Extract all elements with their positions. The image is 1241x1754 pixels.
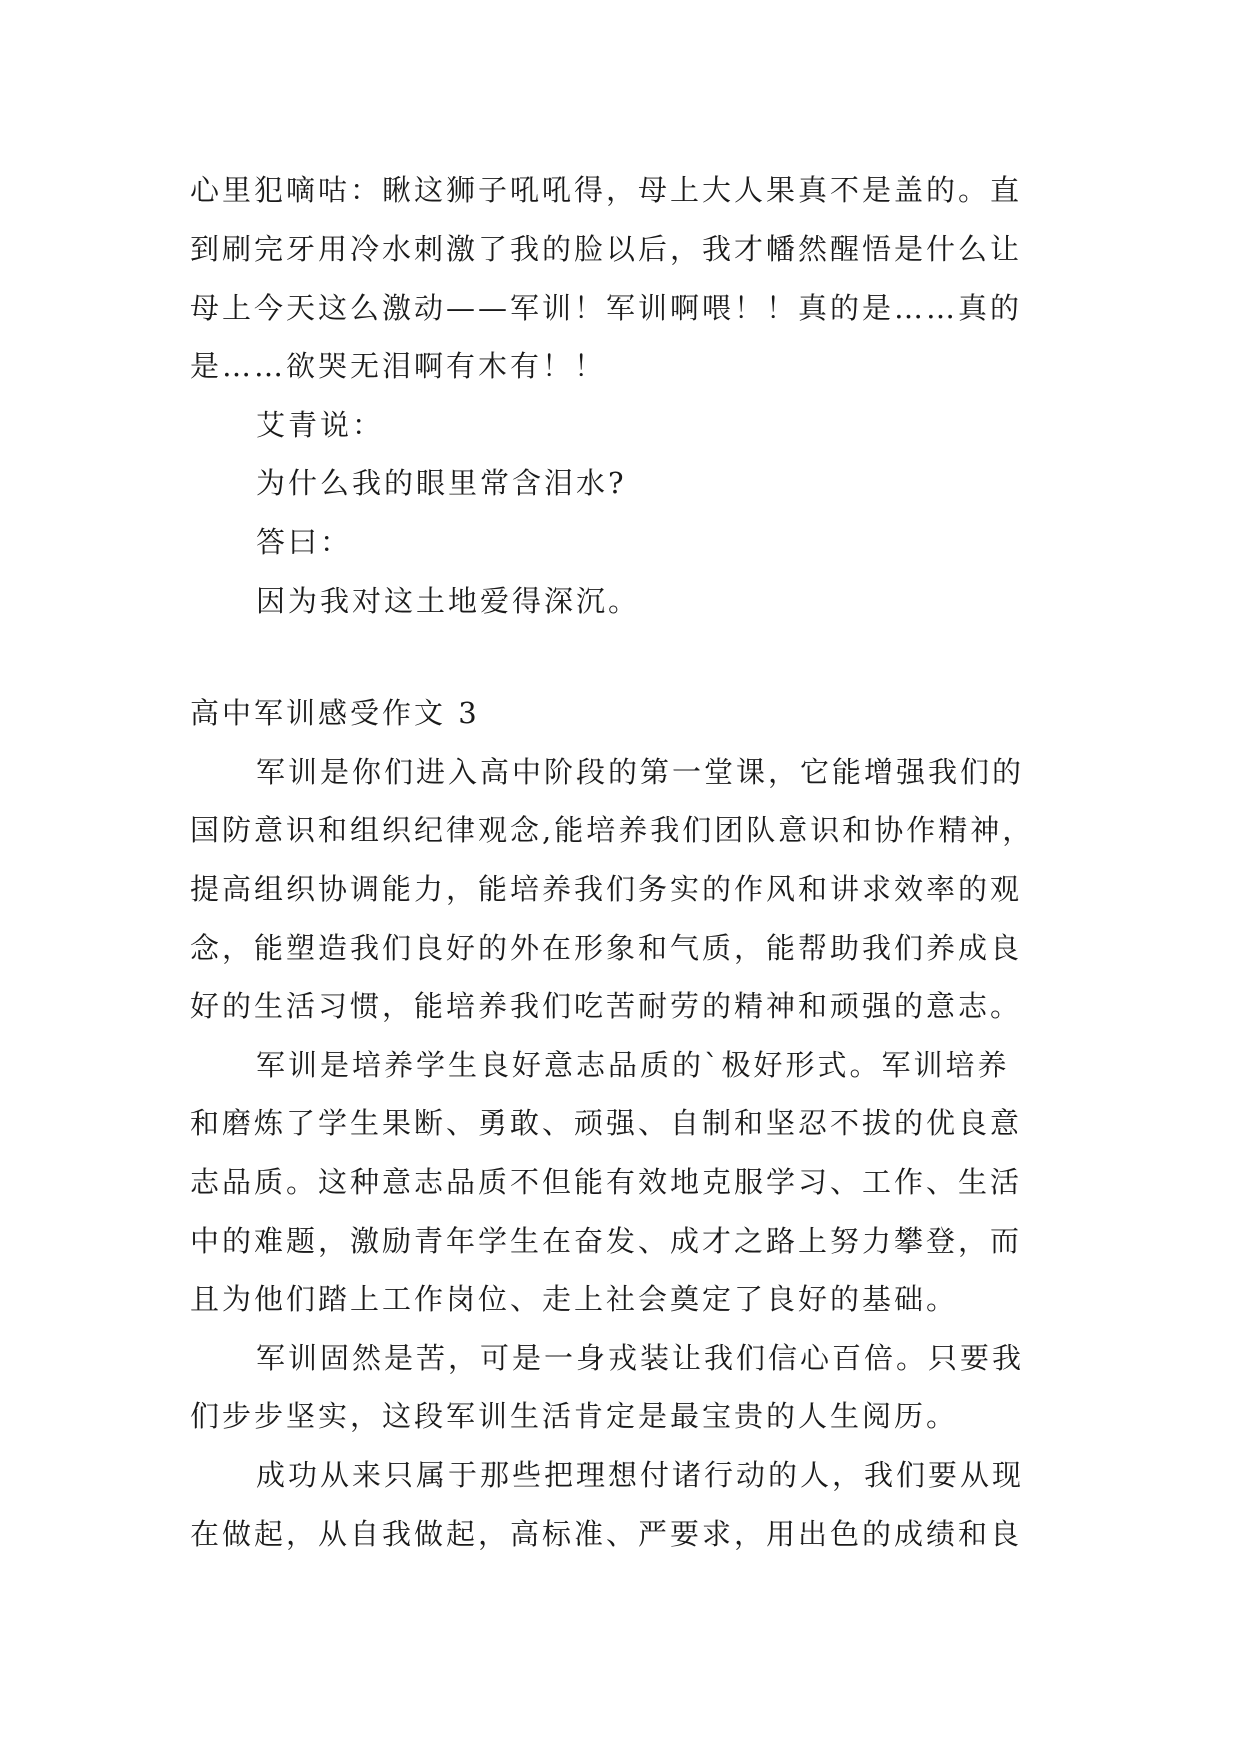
text-line: 成功从来只属于那些把理想付诸行动的人，我们要从现 — [256, 1458, 1025, 1492]
text-line: 因为我对这土地爱得深沉。 — [256, 584, 641, 618]
section-heading: 高中军训感受作文 3 — [190, 696, 480, 730]
text-line: 中的难题，激励青年学生在奋发、成才之路上努力攀登，而 — [190, 1224, 1023, 1258]
text-line: 军训是培养学生良好意志品质的`极好形式。军训培养 — [256, 1048, 1010, 1082]
text-line: 母上今天这么激动——军训！军训啊喂！！真的是……真的 — [190, 291, 1023, 325]
text-line: 艾青说： — [256, 408, 385, 442]
text-line: 是……欲哭无泪啊有木有！！ — [190, 349, 607, 383]
text-line: 答曰： — [256, 525, 353, 559]
text-line: 心里犯嘀咕：瞅这狮子吼吼得，母上大人果真不是盖的。直 — [190, 173, 1023, 207]
text-line: 国防意识和组织纪律观念,能培养我们团队意识和协作精神， — [190, 813, 1035, 847]
text-line: 们步步坚实，这段军训生活肯定是最宝贵的人生阅历。 — [190, 1399, 959, 1433]
text-line: 好的生活习惯，能培养我们吃苦耐劳的精神和顽强的意志。 — [190, 989, 1023, 1023]
text-line: 到刷完牙用冷水刺激了我的脸以后，我才幡然醒悟是什么让 — [190, 232, 1023, 266]
text-line: 为什么我的眼里常含泪水? — [256, 466, 627, 500]
text-line: 军训是你们进入高中阶段的第一堂课，它能增强我们的 — [256, 755, 1025, 789]
text-line: 在做起，从自我做起，高标准、严要求，用出色的成绩和良 — [190, 1517, 1023, 1551]
text-line: 提高组织协调能力，能培养我们务实的作风和讲求效率的观 — [190, 872, 1023, 906]
text-line: 念，能塑造我们良好的外在形象和气质，能帮助我们养成良 — [190, 931, 1023, 965]
text-line: 和磨炼了学生果断、勇敢、顽强、自制和坚忍不拔的优良意 — [190, 1106, 1023, 1140]
text-line: 且为他们踏上工作岗位、走上社会奠定了良好的基础。 — [190, 1282, 959, 1316]
text-line: 志品质。这种意志品质不但能有效地克服学习、工作、生活 — [190, 1165, 1023, 1199]
text-line: 军训固然是苦，可是一身戎装让我们信心百倍。只要我 — [256, 1341, 1025, 1375]
